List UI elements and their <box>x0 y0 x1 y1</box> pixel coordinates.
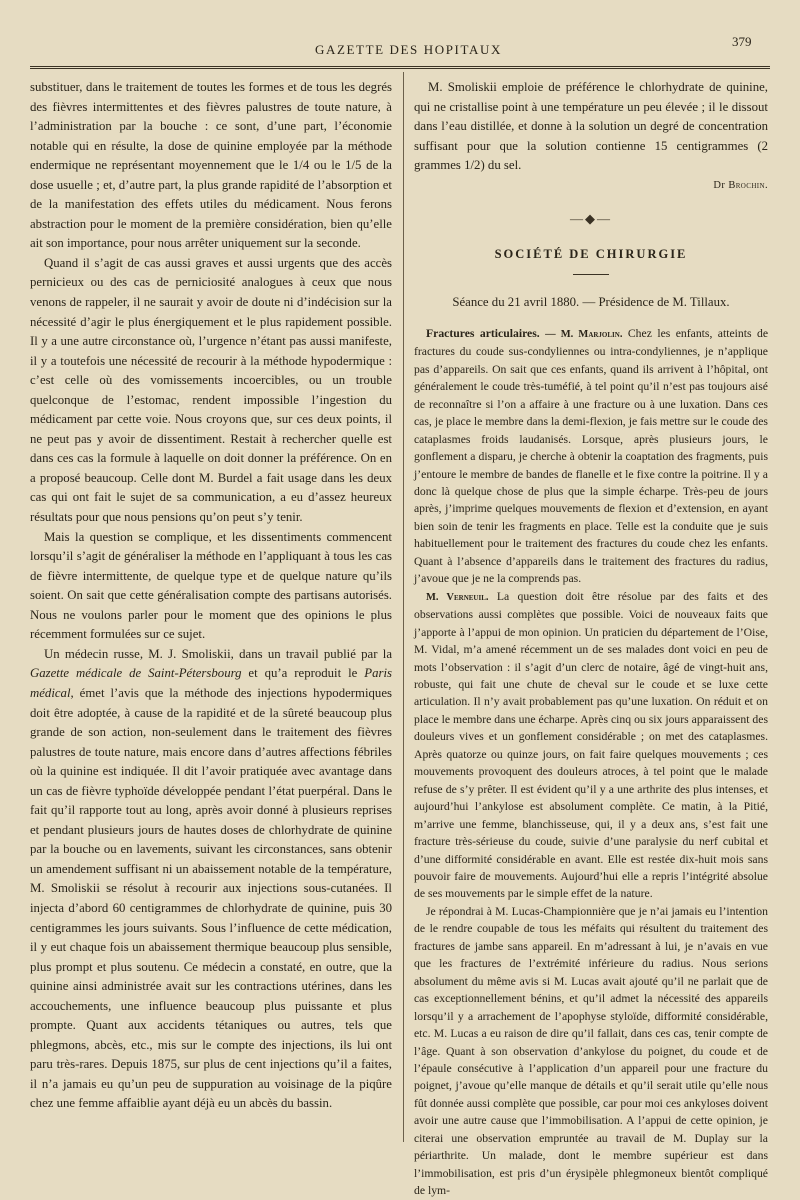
section-heading: SOCIÉTÉ DE CHIRURGIE <box>494 246 688 261</box>
session-report <box>414 325 768 1200</box>
session-line: Séance du 21 avril 1880. — Présidence de M. Tillaux. <box>452 295 730 310</box>
signature-name: Brochin. <box>728 179 768 191</box>
fleuron-ornament: —◆— <box>570 211 612 227</box>
paragraph-verneuil <box>414 588 768 903</box>
page-header <box>30 28 770 68</box>
text-run: émet l’avis que la méthode des injections hypodermiques doit être adoptée, à cause de la rapidité et de la sûreté beaucoup plus grande de son action, non-seulement dans le traitement des fièvres palustres de toute nature, mais encore dans d’autres affections fébriles où la quinine est indiquée. Il dit l’avoir pratiquée avec avantage dans un cas de fièvre typhoïde développée pendant l’état puerpéral. Dans le fait qu’il rapporte tout au long, après avoir donné à plusieurs reprises et pendant plusieurs jours de hautes doses de chlorhydrate de quinine par la bouche ou en lavements, suivant les circonstances, sans obtenir un amendement suffisant ni un abaissement notable de la température, M. Smoliskii se résolut à recourir aux injections sous-cutanées. Il injecta d’abord 60 centigrammes de chlorhydrate de quinine, puis 30 centigrammes les jours suivants. Sous l’influence de cette médication, il y eut chaque fois un abaissement thermique beaucoup plus sensible, plus prompt et plus soutenu. Ce médecin a constaté, en outre, que la quinine ainsi administrée avait sur les contractions utérines, dans les accouchements, une influence beaucoup plus puissante et plus prompte. Quant aux accidents tétaniques ou autres, tels que phlegmons, abcès, etc., mis sur le compte des injections, ils lui ont paru très-rares. Depuis 1875, sur plus de cent injections qu’il a faites, il n’a jamais eu qu’un peu de suppuration au voisinage de la piqûre chez une femme affaiblie ayant déjà eu un abcès du bassin. <box>30 685 392 1111</box>
page-number: 379 <box>732 34 752 49</box>
paragraph: Je répondrai à M. Lucas-Championnière que je n’ai jamais eu l’intention de le rendre coupable de tous les méfaits qui résultent du traitement des fractures de jambe sans appareil. En m’adressant à lui, je n’avais en vue que les fractures de l’extrémité inférieure du radius. Nous serions absolument du même avis si M. Lucas avait ajouté qu’il ne parlait que de cas exceptionnellement bénins, et qu’il admet la nécessité des appareils lorsqu’il y a arrachement de l’apophyse styloïde, difformité considérable, etc. M. Lucas a eu raison de dire qu’il fallait, dans ces cas, tenir compte de l’âge. Quant à son observation d’ankylose du poignet, du coude et de l’épaule consécutive à l’application d’un appareil pour une fracture du poignet, j’avoue qu’elle manque de détails et qu’il serait utile qu’elle nous fût donnée aussi complète que possible, car pour moi ces ankyloses doivent avoir une autre cause que l’immobilisation. A l’appui de cette opinion, je citerai une observation empruntée au travail de M. Duplay sur la périarthrite. Un malade, dont le membre supérieur est dans l’immobilisation, est pris d’un érysipèle phlegmoneux bientôt compliqué de lym- <box>414 904 768 1198</box>
paragraph: substituer, dans le traitement de toutes les formes et de tous les degrés des fièvres intermittentes et des fièvres palustres de toute nature, à l’administration par la bouche : ce sont, d’une part, l’économie notable qui en résulte, la dose de quinine employée par la méthode endermique ne représentant moyennement que le 1/4 ou le 1/5 de la dose usuelle ; et, d’autre part, la plus grande rapidité de l’absorption et de la manifestation des effets utiles du médicament. Nous ferons abstraction pour le moment de la première considération, bien qu’elle ait son importance, pour nous arrêter uniquement sur la seconde. <box>30 80 392 251</box>
left-column <box>30 78 392 1114</box>
journal-title: Gazette médicale de Saint-Pétersbourg <box>30 666 242 681</box>
text-run: Chez les enfants, atteints de fractures du coude sus-condyliennes ou intra-condyliennes, je n’applique pas d’appareils. On sait que ces enfants, quand ils arrivent à l’hôpital, ont généralement le coude très-tuméfié, à tel point qu’il n’est pas toujours aisé de reconnaître si l’on a affaire à une fracture ou à une luxation. Dans ces cas, je place le membre dans la demi-flexion, je fais mettre sur le coude des cataplasmes froids laudanisés. Lorsque, après plusieurs jours, le gonflement a disparu, je cherche à obtenir la coaptation des fragments, puis j’entoure le membre de bandes de flanelle et le fixe contre la poitrine. Il y a donc là quelque chose de plus que la simple écharpe. Très-peu de jours après, j’imprime quelques mouvements de flexion et d’extension, en ayant bien soin de tenir les fragments en place. Telle est la conduite que je suis habituellement pour le traitement des fractures du coude chez les enfants. Quant à l’absence d’appareils dans le traitement des fractures du radius, j’avoue que je ne la comprends pas. <box>414 326 769 586</box>
speaker-name: M. Verneuil. <box>426 591 489 603</box>
article-title: Fractures articulaires. <box>426 326 540 340</box>
paragraph-smoliskii <box>30 645 392 1114</box>
running-title: GAZETTE DES HOPITAUX <box>315 42 502 57</box>
header-rule <box>30 66 770 69</box>
paragraph: Mais la question se complique, et les dissentiments commencent lorsqu’il s’agit de généraliser la méthode en l’appliquant à tous les cas de fièvre intermittente, de quelque type et de quelque nature qu’ils soient. On sait que cette généralisation compte des partisans autorisés. Nous ne voulons parler pour le moment que des opinions le plus récemment formulées sur ce sujet. <box>30 529 392 642</box>
short-rule <box>573 274 609 275</box>
text-run: Un médecin russe, M. J. Smoliskii, dans un travail publié par la <box>44 646 392 661</box>
paragraph-marjolin <box>414 325 768 588</box>
text-run: La question doit être résolue par des faits et des observations aussi complètes que possible. Voici de nouveaux faits que j’apporte à l’appui de mon opinion. Un praticien du département de l’Oise, M. Vidal, m’a amené récemment un de ses malades dont voici en peu de mots l’observation : il s’agit d’un clerc de notaire, âgé de vingt-huit ans, robuste, qui fait une chute de cheval sur le coude et se luxe cette articulation. Il n’y avait probablement pas qu’une luxation. On réduit et on place le membre dans une écharpe. Après cinq ou six jours apparaissent des douleurs vives et un gonflement considérable ; on met des cataplasmes. Après quatorze ou quinze jours, on fait faire quelques mouvements ; ces mouvements provoquent des douleurs atroces, à tel point que le malade refuse de s’y prêter. Il est évident qu’il y a une arthrite des plus intenses, et aujourd’hui l’ankylose est absolument complète. Ce matin, à la Pitié, m’arrive une femme, blanchisseuse, qui, il y a deux ans, s’est fait une fracture très-sérieuse du coude, suivie d’une paralysie du nerf cubital et d’une difformité considérable en avant. Elle est restée dix-huit mois sans pouvoir faire de mouvements. Aujourd’hui elle a repris l’intégrité absolue de ses mouvements par le simple effet de la nature. <box>414 589 768 901</box>
signature <box>414 176 768 196</box>
signature-prefix: Dr <box>713 179 729 191</box>
journal-title: Paris médical, <box>30 666 392 700</box>
paragraph: M. Smoliskii emploie de préférence le chlorhydrate de quinine, qui ne cristallise point à une température un peu élevée ; il le dissout dans l’eau distillée, et donne à la solution un degré de concentration suffisant pour que la solution contienne 15 centigrammes (2 grammes 1/2) du sel. <box>414 80 768 173</box>
right-column <box>414 78 768 1200</box>
speaker-name: — M. Marjolin. <box>545 328 623 340</box>
paragraph: Quand il s’agit de cas aussi graves et aussi urgents que des accès pernicieux ou des cas de perniciosité analogues à ceux que nous venons de rappeler, il ne saurait y avoir de doute ni d’indécision sur la nécessité d’agir le plus énergiquement et le plus rapidement possible. Il y a une autre circonstance où, l’urgence n’étant pas aussi manifeste, il y a toutefois une nécessité de recourir à la méthode hypodermique : c’est celle où des vomissements incoercibles, ou un trouble quelconque de l’estomac, rendent impossible l’ingestion du médicament par cette voie. Nous croyons que, sur ces deux points, il ne peut pas y avoir de dissentiment. Restait à rechercher quelle est dans ces cas la formule à laquelle on doit donner la préférence. On en a proposé beaucoup. Celle dont M. Burdel a fait usage dans les deux cas qui ont fait le sujet de sa communication, a eu d’assez heureux résultats pour que nous pensions qu’on peut s’y tenir. <box>30 255 392 525</box>
column-divider <box>403 72 404 1142</box>
text-run: et qu’a reproduit le <box>241 666 365 681</box>
